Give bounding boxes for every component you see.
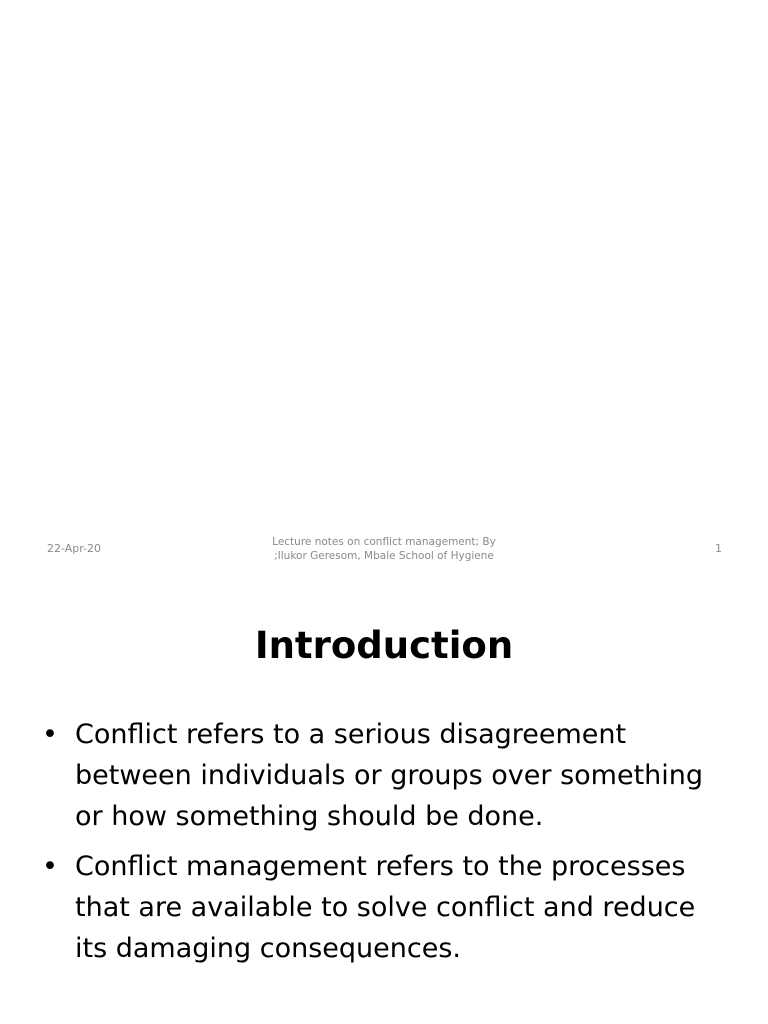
footer-date: 22-Apr-20 xyxy=(47,542,102,555)
bullet-line: its damaging consequences. xyxy=(75,933,461,964)
bullet-item xyxy=(40,846,740,969)
slide-title: Introduction xyxy=(254,624,514,667)
bullet-marker: • xyxy=(42,719,58,750)
bullet-line: between individuals or groups over something xyxy=(75,760,704,791)
bullet-text xyxy=(75,846,740,969)
footer-line: Lecture notes on conflict management; By xyxy=(272,536,496,548)
bullet-line: that are available to solve conflict and reduce xyxy=(75,892,696,923)
bullet-item xyxy=(40,714,740,837)
bullet-list xyxy=(40,714,740,978)
bullet-text xyxy=(75,714,740,837)
page-number: 1 xyxy=(715,542,722,555)
bullet-line: or how something should be done. xyxy=(75,801,544,832)
footer-lecture-note xyxy=(200,535,568,563)
bullet-marker: • xyxy=(42,851,58,882)
bullet-line: Conflict refers to a serious disagreement xyxy=(75,719,627,750)
footer-line: ;Ilukor Geresom, Mbale School of Hygiene xyxy=(274,550,494,562)
bullet-line: Conflict management refers to the processes xyxy=(75,851,686,882)
